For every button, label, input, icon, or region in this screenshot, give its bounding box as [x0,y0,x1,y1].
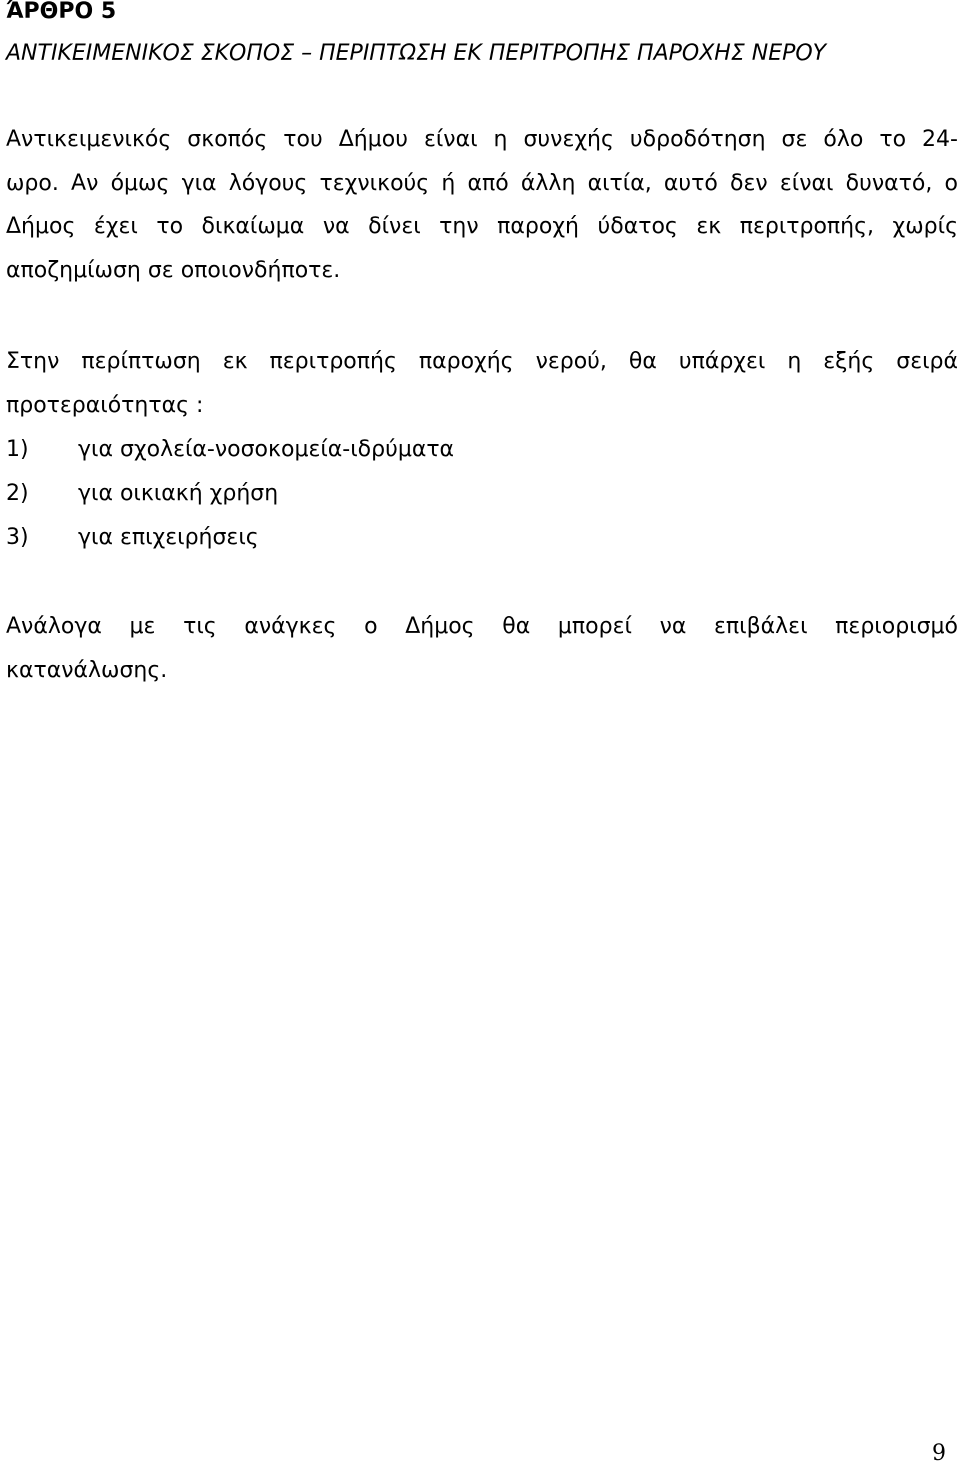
paragraph-line: Αντικειμενικός σκοπός του Δήμου είναι η συνεχής υδροδότηση σε όλο το 24- [6,127,958,152]
article-subtitle: ΑΝΤΙΚΕΙΜΕΝΙΚΟΣ ΣΚΟΠΟΣ – ΠΕΡΙΠΤΩΣΗ ΕΚ ΠΕΡΙΤΡΟΠΗΣ ΠΑΡΟΧΗΣ ΝΕΡΟΥ [6,41,827,66]
paragraph-line: Δήμος έχει το δικαίωμα να δίνει την παροχή ύδατος εκ περιτροπής, χωρίς [6,214,958,239]
list-item [6,428,454,472]
list-item [6,472,454,516]
list-item-number: 1) [6,437,29,462]
paragraph-objective [6,118,958,292]
paragraph-line: κατανάλωσης. [6,657,168,683]
paragraph-line: αποζημίωση σε οποιονδήποτε. [6,257,341,283]
list-item [6,516,454,560]
priority-list [6,428,454,560]
paragraph-line: Ανάλογα με τις ανάγκες ο Δήμος θα μπορεί να επιβάλει περιορισμό [6,614,958,639]
paragraph-line: Στην περίπτωση εκ περιτροπής παροχής νερού, θα υπάρχει η εξής σειρά [6,349,958,374]
list-item-text: για σχολεία-νοσοκομεία-ιδρύματα [78,437,455,462]
list-item-number: 2) [6,481,29,506]
list-item-number: 3) [6,525,29,550]
paragraph-priority-intro [6,340,958,427]
list-item-text: για οικιακή χρήση [78,481,279,506]
list-item-text: για επιχειρήσεις [78,525,259,550]
article-title: ΆΡΘΡΟ 5 [6,0,117,24]
paragraph-line: προτεραιότητας : [6,392,204,418]
page-number: 9 [932,1441,946,1466]
paragraph-line: ωρο. Αν όμως για λόγους τεχνικούς ή από άλλη αιτία, αυτό δεν είναι δυνατό, ο [6,170,958,196]
paragraph-consumption-limit [6,605,958,692]
